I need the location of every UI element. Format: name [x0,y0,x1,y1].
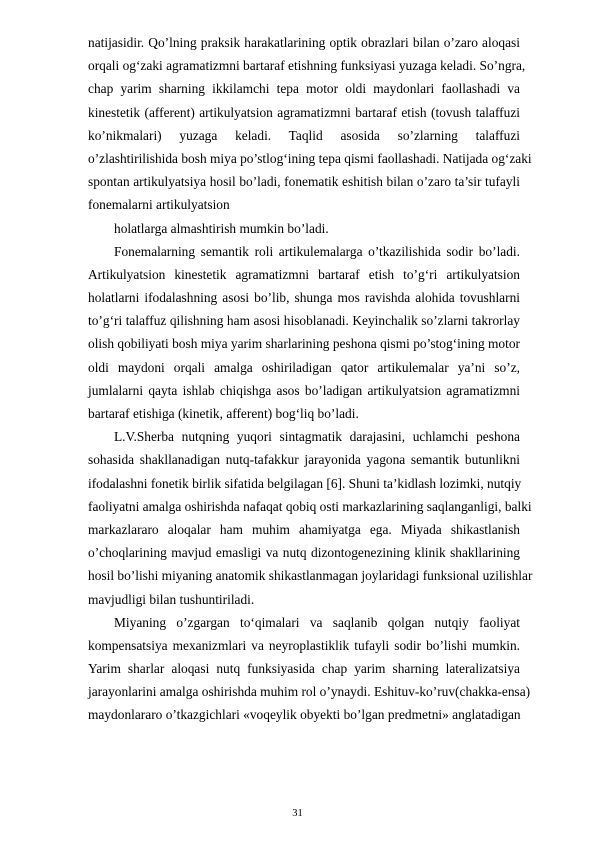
text-line: holatlarga almashtirish mumkin bo’ladi. [114,220,329,236]
text-line: kinestetik (afferent) artikulyatsion agramatizmni bartaraf etish (tovush talaffuzi [88,104,520,120]
text-line: mavjudligi bilan tushuntiriladi. [88,591,255,607]
text-line: natijasidir. Qo’lning praksik harakatlarining optik obrazlari bilan o’zaro aloqasi [88,35,520,50]
text-line: Artikulyatsion kinestetik agramatizmni bartaraf etish to’g‘ri artikulyatsion [88,266,520,282]
text-line: spontan artikulyatsiya hosil bo’ladi, fonematik eshitish bilan o’zaro ta’sir tufayli [88,174,520,190]
text-line: o’choqlarining mavjud emasligi va nutq dizontogenezining klinik shakllarining [88,545,520,561]
text-line: to’g‘ri talaffuz qilishning ham asosi hisoblanadi. Keyinchalik so’zlarni takrorlay [88,313,520,329]
text-line: Miyaning o’zgargan to‘qimalari va saqlanib qolgan nutqiy faoliyat [114,614,520,630]
text-line: Yarim sharlar aloqasi nutq funksiyasida chap yarim sharning lateralizatsiya [88,661,520,677]
text-line: L.V.Sherba nutqning yuqori sintagmatik darajasini, uchlamchi peshona [114,429,520,445]
text-line: chap yarim sharning ikkilamchi tepa motor oldi maydonlari faollashadi va [88,81,520,97]
text-line: olish qobiliyati bosh miya yarim sharlarining peshona qismi po’stog‘ining motor [88,336,520,352]
text-line: faoliyatni amalga oshirishda nafaqat qobiq osti markazlarining saqlanganligi, balki [88,498,532,514]
text-line: markazlararo aloqalar ham muhim ahamiyatga ega. Miyada shikastlanish [88,521,520,537]
text-line: o’zlashtirilishida bosh miya po’stlog‘ining tepa qismi faollashadi. Natijada og‘zaki [88,150,532,166]
text-line: orqali og‘zaki agramatizmni bartaraf etishning funksiyasi yuzaga keladi. So’ngra, [88,58,526,74]
text-line: oldi maydoni orqali amalga oshiriladigan qator artikulemalar ya’ni so’z, [88,359,520,375]
text-line: ifodalashni fonetik birlik sifatida belgilagan [6]. Shuni ta’kidlash lozimki, nutqiy [88,475,522,491]
text-line: bartaraf etishiga (kinetik, afferent) bog‘liq bo’ladi. [88,406,359,421]
body-text [88,31,533,727]
text-line: kompensatsiya mexanizmlari va neyroplastiklik tufayli sodir bo’lishi mumkin. [88,637,520,653]
text-line: jarayonlarini amalga oshirishda muhim rol o’ynaydi. Eshituv-ko’ruv(chakka-ensa) [88,684,531,700]
text-line: hosil bo’lishi miyaning anatomik shikastlanmagan joylaridagi funksional uzilishlar [88,568,533,584]
page-number: 31 [292,808,303,819]
text-line: maydonlararo o’tkazgichlari «voqeylik obyekti bo’lgan predmetni» anglatadigan [88,707,521,723]
text-line: holatlarni ifodalashning asosi bo’lib, shunga mos ravishda alohida tovushlarni [88,290,520,306]
text-line: Fonemalarning semantik roli artikulemalarga o’tkazilishida sodir bo’ladi. [114,243,520,259]
text-line: jumlalarni qayta ishlab chiqishga asos bo’ladigan artikulyatsion agramatizmni [88,382,520,398]
text-line: ko’nikmalari) yuzaga keladi. Taqlid asosida so’zlarning talaffuzi [88,127,520,143]
text-line: fonemalarni artikulyatsion [88,197,230,213]
text-line: sohasida shakllanadigan nutq-tafakkur jarayonida yagona semantik butunlikni [88,452,520,468]
